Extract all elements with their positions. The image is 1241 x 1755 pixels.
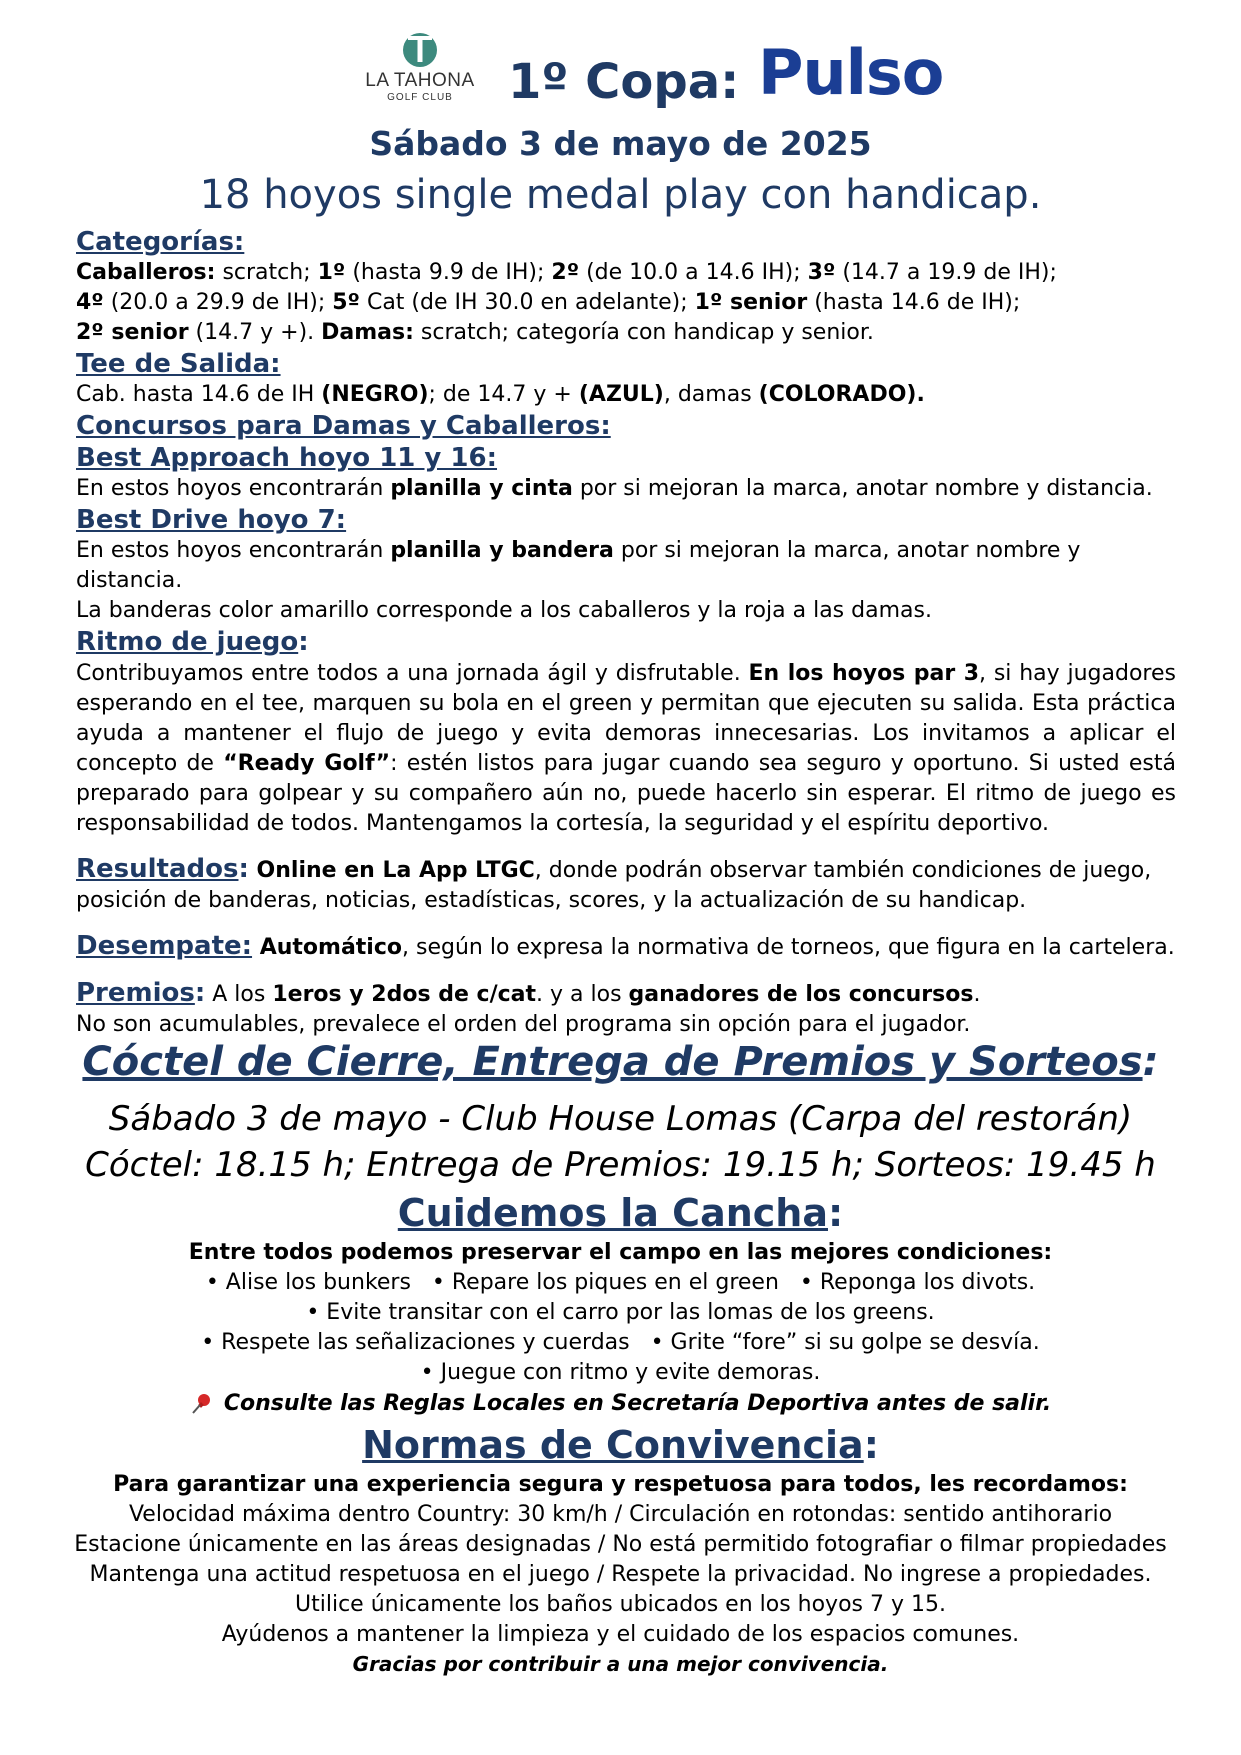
desempate-paragraph [76, 930, 1176, 963]
header [0, 24, 1241, 124]
coctel-heading [0, 1036, 1241, 1088]
tee-colorado: (COLORADO). [758, 382, 925, 407]
normas-line-3: Mantenga una actitud respetuosa en el juego / Respete la privacidad. No ingrese a propiedades. [89, 1562, 1152, 1587]
ritmo-bold-1: En los hoyos par 3 [748, 661, 980, 686]
categorias-line-2 [76, 288, 1176, 318]
text: (de 10.0 a 14.6 IH); [579, 260, 808, 285]
text: . [973, 982, 981, 1007]
coctel-title: Cóctel de Cierre, Entrega de Premios y Sorteos [82, 1039, 1143, 1085]
text: , damas [663, 382, 759, 407]
cancha-line-2: • Evite transitar con el carro por las lomas de los greens. [306, 1300, 935, 1325]
text: (14.7 y +). [188, 320, 322, 345]
tahona-logo-icon [394, 28, 446, 68]
cancha-intro: Entre todos podemos preservar el campo en las mejores condiciones: [188, 1240, 1053, 1265]
cancha-line-1: • Alise los bunkers • Repare los piques en el green • Reponga los divots. [205, 1270, 1036, 1295]
text: scratch; [215, 260, 318, 285]
cancha-colon: : [828, 1191, 844, 1235]
normas-final: Gracias por contribuir a una mejor convivencia. [352, 1652, 889, 1676]
categorias-title: Categorías: [76, 227, 245, 257]
approach-bold: planilla y cinta [390, 476, 573, 501]
cat-senior-2: 2º senior [76, 320, 189, 345]
coctel-colon: : [1142, 1039, 1159, 1085]
reglas-note [0, 1388, 1241, 1420]
tee-azul: (AZUL) [578, 382, 664, 407]
drive-bold: planilla y bandera [390, 538, 614, 563]
drive-line [76, 536, 1176, 596]
resultados-paragraph [76, 853, 1176, 916]
text: por si mejoran la marca, anotar nombre y distancia. [572, 476, 1153, 501]
ritmo-paragraph [76, 659, 1176, 839]
pushpin-icon [190, 1392, 214, 1416]
text: Cab. hasta 14.6 de IH [76, 382, 322, 407]
reglas-text: Consulte las Reglas Locales en Secretaría Deportiva antes de salir. [223, 1391, 1052, 1416]
categorias-line-3 [76, 318, 1176, 348]
text: por si mejoran la marca, anotar nombre y distancia. [76, 538, 1081, 593]
desempate-bold: Automático [252, 935, 403, 960]
club-logo [355, 28, 485, 118]
event-date: Sábado 3 de mayo de 2025 [369, 124, 872, 163]
event-format: 18 hoyos single medal play con handicap. [199, 172, 1042, 218]
coctel-line-1: Sábado 3 de mayo - Club House Lomas (Carpa del restorán) [108, 1099, 1133, 1139]
normas-line-1: Velocidad máxima dentro Country: 30 km/h / Circulación en rotondas: sentido antihorario [128, 1502, 1113, 1527]
text: Cat (de IH 30.0 en adelante); [359, 290, 695, 315]
premios-bold-2: ganadores de los concursos [628, 982, 974, 1007]
approach-line [76, 474, 1176, 504]
text: : estén listos para jugar cuando sea seguro y oportuno. Si usted está preparado para golpear y su compañero aún no, puede hacerlo sin esperar. El ritmo de juego es responsabilidad de todos. Mantengamos la cortesía, la seguridad y el espíritu deportivo. [76, 751, 1176, 836]
body-text [76, 226, 1176, 1040]
cancha-line-4: • Juegue con ritmo y evite demoras. [420, 1360, 821, 1385]
premios-bold-1: 1eros y 2dos de c/cat [272, 982, 537, 1007]
drive-line-2: La banderas color amarillo corresponde a los caballeros y la roja a las damas. [76, 598, 932, 623]
drive-title: Best Drive hoyo 7: [76, 505, 347, 535]
normas-line-2: Estacione únicamente en las áreas designadas / No está permitido fotografiar o filmar propiedades [74, 1532, 1167, 1557]
text: (14.7 a 19.9 de IH); [835, 260, 1057, 285]
approach-title: Best Approach hoyo 11 y 16: [76, 443, 498, 473]
premios-paragraph [76, 977, 1176, 1010]
text: (hasta 9.9 de IH); [345, 260, 552, 285]
cancha-title: Cuidemos la Cancha [397, 1191, 828, 1235]
normas-line-5: Ayúdenos a mantener la limpieza y el cuidado de los espacios comunes. [221, 1622, 1020, 1647]
cat-1: 1º [317, 260, 346, 285]
text: (hasta 14.6 de IH); [807, 290, 1021, 315]
cat-3: 3º [807, 260, 836, 285]
text: En estos hoyos encontrarán [76, 476, 391, 501]
desempate-title: Desempate: [76, 931, 253, 961]
resultados-colon: : [238, 854, 249, 884]
cancha-line-3: • Respete las señalizaciones y cuerdas • Grite “fore” si su golpe se desvía. [201, 1330, 1040, 1355]
normas-title: Normas de Convivencia [362, 1423, 864, 1467]
normas-heading [0, 1420, 1241, 1470]
text: , donde podrán observar también condiciones de juego, posición de banderas, noticias, estadísticas, scores, y la actualización de su handicap. [76, 858, 1152, 913]
logo-name: LA TAHONA [365, 70, 475, 91]
logo-subtitle: GOLF CLUB [387, 92, 453, 103]
text: En estos hoyos encontrarán [76, 538, 391, 563]
ritmo-bold-2: “Ready Golf” [223, 751, 391, 776]
ritmo-heading [76, 626, 1176, 659]
premios-note: No son acumulables, prevalece el orden del programa sin opción para el jugador. [76, 1012, 971, 1037]
normas-intro: Para garantizar una experiencia segura y respetuosa para todos, les recordamos: [113, 1472, 1128, 1497]
premios-title: Premios [76, 978, 195, 1008]
normas-line-4: Utilice únicamente los baños ubicados en los hoyos 7 y 15. [295, 1592, 946, 1617]
tee-line [76, 380, 1176, 410]
categorias-line-1 [76, 258, 1176, 288]
text: ; de 14.7 y + [428, 382, 579, 407]
text: , según lo expresa la normativa de torneos, que figura en la cartelera. [402, 935, 1175, 960]
resultados-title: Resultados [76, 854, 239, 884]
cancha-heading [0, 1188, 1241, 1238]
bottom-section [0, 1036, 1241, 1678]
cat-2: 2º [551, 260, 580, 285]
text: scratch; categoría con handicap y senior. [413, 320, 874, 345]
ritmo-colon: : [298, 627, 309, 657]
text: , si hay jugadores esperando en el tee, marquen su bola en el green y permitan que ejecuten su salida. Esta práctica ayuda a mantener el flujo de juego y evita demoras innecesarias. Los invitamos a aplicar el concepto de [76, 661, 1176, 776]
coctel-line-2: Cóctel: 18.15 h; Entrega de Premios: 19.15 h; Sorteos: 19.45 h [85, 1145, 1156, 1185]
caballeros-label: Caballeros: [76, 260, 216, 285]
resultados-bold: Online en La App LTGC [248, 858, 535, 883]
premios-colon: : [194, 978, 206, 1008]
concursos-title: Concursos para Damas y Caballeros: [76, 411, 611, 441]
ritmo-title: Ritmo de juego [76, 627, 299, 657]
sponsor-name: Pulso [758, 36, 944, 109]
text: . y a los [536, 982, 629, 1007]
tee-negro: (NEGRO) [321, 382, 429, 407]
normas-colon: : [863, 1423, 879, 1467]
cat-5: 5º [332, 290, 360, 315]
text: (20.0 a 29.9 de IH); [103, 290, 333, 315]
text: Contribuyamos entre todos a una jornada ágil y disfrutable. [76, 661, 749, 686]
damas-label: Damas: [321, 320, 414, 345]
cup-title: 1º Copa: [508, 54, 740, 110]
tee-title: Tee de Salida: [76, 349, 281, 379]
cat-senior-1: 1º senior [694, 290, 808, 315]
cat-4: 4º [76, 290, 104, 315]
text: A los [205, 982, 273, 1007]
